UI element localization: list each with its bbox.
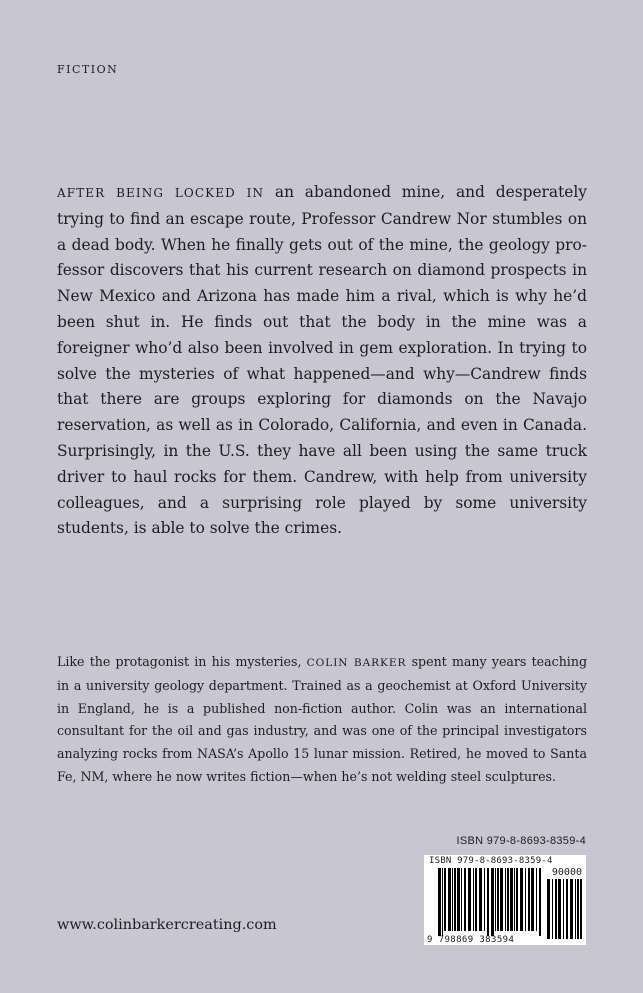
author-name: COLIN BARKER [306, 657, 407, 669]
blurb-paragraph [57, 180, 587, 542]
barcode-box [424, 855, 586, 945]
blurb-text: an abandoned mine, and desperately trying to find an escape route, Professor Candrew Nor stumbles on a dead body. When he finally gets out of the mine, the geology professor discovers that his current research on diamond prospects in New Mexico and Arizona has made him a rival, which is why he’d been shut in. He finds out that the body in the mine was a foreigner who’d also been involved in gem exploration. In trying to solve the mysteries of what happened—and why—Candrew finds that there are groups exploring for diamonds on the Navajo reservation, as well as in Colorado, California, and even in Canada. Surprisingly, in the U.S. they have all been using the same truck driver to haul rocks for them. Candrew, with help from university colleagues, and a surprising role played by some university students, is able to solve the crimes. [57, 183, 587, 538]
isbn-label: ISBN 979-8-8693-8359-4 [456, 835, 586, 847]
barcode-price-code: 90000 [551, 867, 582, 878]
bio-text: spent many years teaching in a university geology department. Trained as a geochemist at Oxford University in England, he is a published non-fiction author. Colin was an international consultant for the oil and gas industry, and was one of the principal investigators analyzing rocks from NASA’s Apollo 15 lunar mission. Retired, he moved to Santa Fe, NM, where he now writes fiction—when he’s not welding steel sculptures. [57, 654, 587, 784]
author-bio [57, 651, 587, 789]
barcode-isbn: ISBN 979-8-8693-8359-4 [429, 856, 553, 866]
genre-label: FICTION [57, 63, 119, 76]
bio-intro: Like the protagonist in his mysteries, [57, 654, 307, 669]
website-url: www.colinbarkercreating.com [57, 917, 277, 933]
blurb-lead: AFTER BEING LOCKED IN [57, 186, 265, 200]
barcode-digits: 9 798869 383594 [427, 935, 515, 945]
